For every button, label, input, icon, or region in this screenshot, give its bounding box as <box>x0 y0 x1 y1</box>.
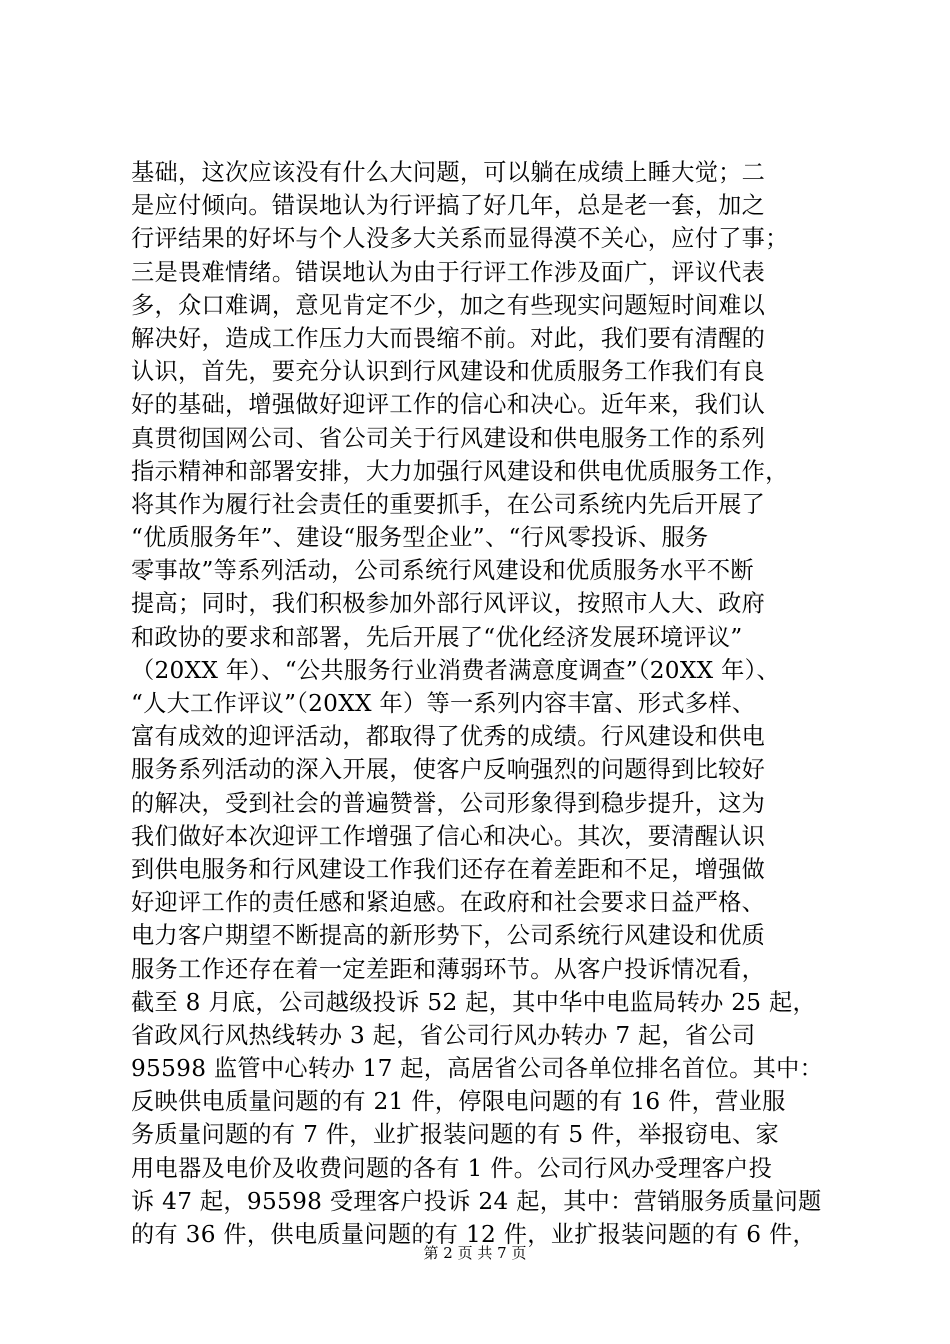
text-line: “人大工作评议”（20XX 年）等一系列内容丰富、形式多样、 <box>131 690 756 717</box>
text-line: 和政协的要求和部署，先后开展了“优化经济发展环境评议” <box>131 623 743 651</box>
text-line: （20XX 年）、“公共服务行业消费者满意度调查”（20XX 年）、 <box>131 656 781 684</box>
text-line: 基础，这次应该没有什么大问题，可以躺在成绩上睡大觉；二 <box>131 159 766 186</box>
text-line: 多，众口难调，意见肯定不少，加之有些现实问题短时间难以 <box>131 291 766 319</box>
text-line: 三是畏难情绪。错误地认为由于行评工作涉及面广，评议代表 <box>131 258 766 286</box>
text-line: 认识，首先，要充分认识到行风建设和优质服务工作我们有良 <box>131 358 766 386</box>
page-number-footer: 第 2 页 共 7 页 <box>423 1244 527 1262</box>
text-line: 好的基础，增强做好迎评工作的信心和决心。近年来，我们认 <box>131 391 766 419</box>
text-line: 真贯彻国网公司、省公司关于行风建设和供电服务工作的系列 <box>131 424 766 452</box>
text-line: 好迎评工作的责任感和紧迫感。在政府和社会要求日益严格、 <box>131 889 766 917</box>
text-line: 是应付倾向。错误地认为行评搞了好几年，总是老一套，加之 <box>131 192 766 220</box>
text-line: 服务系列活动的深入开展，使客户反响强烈的问题得到比较好 <box>131 756 766 784</box>
text-line: 提高；同时，我们积极参加外部行风评议，按照市人大、政府 <box>131 590 766 618</box>
text-line: 用电器及电价及收费问题的各有 1 件。公司行风办受理客户投 <box>131 1154 773 1182</box>
text-line: 零事故”等系列活动，公司系统行风建设和优质服务水平不断 <box>131 557 754 585</box>
text-line: 省政风行风热线转办 3 起，省公司行风办转办 7 起，省公司 <box>131 1021 756 1049</box>
text-line: 的解决，受到社会的普遍赞誉，公司形象得到稳步提升，这为 <box>131 789 766 817</box>
text-line: 行评结果的好坏与个人没多大关系而显得漠不关心，应付了事； <box>131 225 789 253</box>
text-line: 到供电服务和行风建设工作我们还存在着差距和不足，增强做 <box>131 855 766 883</box>
text-line: 将其作为履行社会责任的重要抓手，在公司系统内先后开展了 <box>131 490 766 518</box>
text-line: “优质服务年”、建设“服务型企业”、“行风零投诉、服务 <box>131 524 709 552</box>
text-line: 反映供电质量问题的有 21 件，停限电问题的有 16 件，营业服 <box>131 1088 786 1116</box>
text-line: 的有 36 件，供电质量问题的有 12 件，业扩报装问题的有 6 件， <box>131 1221 816 1248</box>
text-line: 电力客户期望不断提高的新形势下，公司系统行风建设和优质 <box>131 922 766 950</box>
text-line: 解决好，造成工作压力大而畏缩不前。对此，我们要有清醒的 <box>131 324 766 352</box>
text-line: 截至 8 月底，公司越级投诉 52 起，其中华中电监局转办 25 起， <box>131 988 816 1016</box>
text-line: 服务工作还存在着一定差距和薄弱环节。从客户投诉情况看， <box>131 955 766 983</box>
text-line: 务质量问题的有 7 件，业扩报装问题的有 5 件，举报窃电、家 <box>131 1121 779 1149</box>
text-line: 95598 监管中心转办 17 起，高居省公司各单位排名首位。其中： <box>131 1055 824 1083</box>
text-line: 指示精神和部署安排，大力加强行风建设和供电优质服务工作， <box>131 457 789 485</box>
text-line: 诉 47 起，95598 受理客户投诉 24 起，其中：营销服务质量问题 <box>131 1187 822 1215</box>
body-text <box>131 156 831 1251</box>
text-line: 富有成效的迎评活动，都取得了优秀的成绩。行风建设和供电 <box>131 723 766 751</box>
text-line: 我们做好本次迎评工作增强了信心和决心。其次，要清醒认识 <box>131 822 766 850</box>
